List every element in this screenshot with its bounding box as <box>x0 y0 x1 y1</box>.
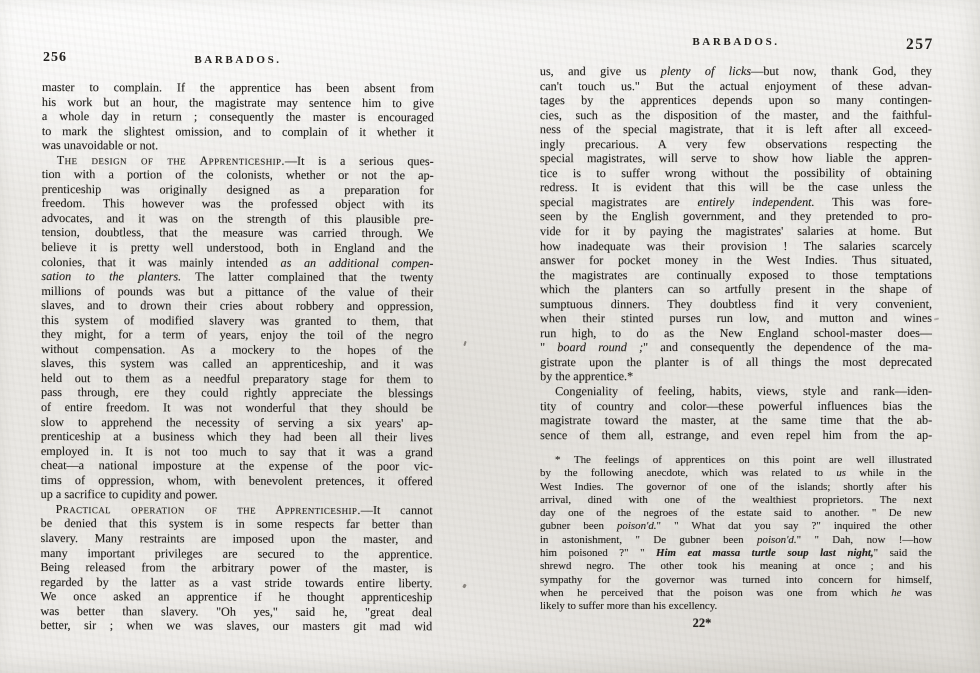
text-line: believe it is pretty well understood, both in England and the <box>41 240 434 256</box>
text-line: be denied that this system is in some respects far better than <box>40 516 433 532</box>
text-line: " board round ;" and consequently the dependence of the ma- <box>540 340 933 355</box>
text-line: master to complain. If the apprentice has been absent from <box>41 80 434 96</box>
text-line: advocates, and it was on the strength of this plausible pre- <box>41 210 434 227</box>
text-line: vide for it by paying the magistrates' salaries at home. But <box>539 223 932 239</box>
text-line: cheat—a national imposture at the expense of the poor vic- <box>40 458 433 474</box>
page-number-right: 257 <box>906 36 934 53</box>
text-line: many important privileges are secured to the apprentice. <box>40 545 433 561</box>
running-head-right: BARBADOS. <box>692 36 780 48</box>
text-line: * The feelings of apprentices on this point are well illustrated <box>555 454 932 466</box>
text-line: tity of country and color—these powerful influences bias the <box>540 398 933 413</box>
scan-artifact <box>463 341 466 346</box>
text-line: without compensation. As a mockery to the hopes of the <box>41 341 434 358</box>
text-line: millions of pounds was but a pittance of the value of their <box>41 283 434 299</box>
text-line: which the planters can so artfully present in the shape of <box>540 282 933 297</box>
text-line: us, and give us plenty of licks—but now, thank God, they <box>539 63 932 79</box>
text-line: better, sir ; when we was slaves, our masters git mad wid <box>40 618 433 634</box>
text-line: Congeniality of feeling, habits, views, style and rank—iden- <box>555 383 933 399</box>
text-line: when he perceived that the poison was one from which he was <box>540 586 932 599</box>
left-column-text <box>40 80 434 634</box>
text-line: tims of oppression, whom, with benevolent pretences, it offered <box>40 472 433 488</box>
text-line: regarded by the latter as a vast stride towards entire liberty. <box>40 574 433 590</box>
text-line: to mark the slightest omission, and to complain of it whether it <box>41 123 434 139</box>
text-line: cies, such as the disposition of the master, and the faithful- <box>539 107 932 122</box>
running-head-left: BARBADOS. <box>194 54 282 66</box>
text-line: slaves, and to drown their cries about robbery and oppression, <box>41 298 434 314</box>
text-line: when their stinted purses run low, and mutton and wines <box>540 311 933 326</box>
text-line: freedom. This however was the professed object with its <box>41 196 434 212</box>
text-line: likely to suffer more than his excellency. <box>540 600 718 613</box>
text-line: sation to the planters. The latter complained that the twenty <box>41 269 434 285</box>
text-line: Being released from the arbitrary power of the master, is <box>40 560 433 576</box>
text-line: shrewd negro. The other took his meaning at once ; and his <box>540 560 932 573</box>
text-line: prenticeship was originally designed as a preparation for <box>41 181 434 198</box>
text-line: by the apprentice.* <box>540 369 634 384</box>
text-line: employed in. It is not too much to say that it was a grand <box>40 443 433 459</box>
text-line: West Indies. The governor of one of the islands; shortly after his <box>540 480 932 493</box>
text-line: up a sacrifice to cupidity and power. <box>40 487 218 502</box>
text-line: sympathy for the governor was turned into concern for himself, <box>540 573 932 586</box>
text-line: held out to them as a needful preparatory stage for them to <box>41 370 434 387</box>
scan-artifact <box>934 318 939 321</box>
text-line: sumptuous dinners. They doubtless find it very convenient, <box>540 296 933 311</box>
text-line: slaves, this system was called an apprenticeship, and it was <box>41 356 434 372</box>
text-line: slow to apprehend the necessity of serving a six years' ap- <box>40 414 433 430</box>
text-line: magistrate toward the master, at the same time that the ab- <box>540 412 933 428</box>
text-line: sence of them all, estrange, and even repel him from the ap- <box>540 427 933 442</box>
text-line: of entire freedom. It was not wonderful that they should be <box>40 400 433 416</box>
text-line: special magistrates, will serve to show how liable the appren- <box>539 151 932 166</box>
text-line: in astonishment, " De gubner been poison'd." " Dah, now !—how <box>540 533 932 546</box>
footnote-text <box>540 454 932 614</box>
text-line: can't touch us." But the actual enjoyment of these advan- <box>539 78 932 93</box>
text-line: tice is to suffer wrong without the possibility of obtaining <box>539 165 932 180</box>
text-line: gistrate upon the planter is of all things the most deprecated <box>540 354 933 370</box>
text-line: by the following anecdote, which was related to us while in the <box>540 467 932 480</box>
text-line: colonies, that it was mainly intended as an additional compen- <box>41 254 434 270</box>
text-line: this system of modified slavery was granted to them, that <box>41 312 434 328</box>
text-line: arrival, dined with one of the wealthiest proprietors. The next <box>540 493 932 506</box>
text-line: his work but an hour, the magistrate may sentence him to give <box>41 94 434 110</box>
text-line: special magistrates are entirely independent. This was fore- <box>539 194 932 210</box>
text-line: Practical operation of the Apprenticeship.—It cannot <box>55 501 433 518</box>
text-line: redress. It is evident that this will be the case unless the <box>539 180 932 195</box>
right-column-text <box>540 64 932 443</box>
text-line: tension, doubtless, that the measure was carried through. We <box>41 225 434 241</box>
text-line: ness of the special magistrate, that it is left after all exceed- <box>539 122 932 137</box>
text-line: seen by the English government, and they pretended to pro- <box>539 209 932 224</box>
text-line: the magistrates are continually exposed to those temptations <box>540 267 933 282</box>
text-line: tion with a portion of the colonists, whether or not the ap- <box>41 167 434 183</box>
text-line: run high, to do as the New England school-master does— <box>540 325 933 341</box>
text-line: pass through, ere they could rightly appreciate the blessings <box>40 385 434 401</box>
text-line: answer for pocket money in the West Indies. Thus situated, <box>540 252 933 268</box>
text-line: was better than slavery. "Oh yes," said he, "great deal <box>40 603 433 619</box>
text-line: a whole day in return ; consequently the master is encouraged <box>41 109 434 125</box>
text-line: tages by the apprentices depends upon so many contingen- <box>539 92 932 108</box>
text-line: gubner been poison'd." " What dat you say ?" inquired the other <box>540 520 932 533</box>
text-line: prenticeship at a business which they had been all their lives <box>40 429 433 445</box>
page-number-left: 256 <box>43 50 67 65</box>
text-line: how inadequate was their provision ! The salaries scarcely <box>539 238 932 253</box>
text-line: ingly precarious. A very few observations respecting the <box>539 136 932 151</box>
text-line: The design of the Apprenticeship.—It is a serious ques- <box>56 152 434 168</box>
text-line: We once asked an apprentice if he thought apprenticeship <box>40 589 433 605</box>
text-line: was unavoidable or not. <box>41 138 159 153</box>
signature-mark: 22* <box>692 616 712 630</box>
text-line: they might, for a term of years, enjoy the toil of the negro <box>41 327 434 343</box>
text-line: him poisoned ?" " Him eat massa turtle soup last night," said the <box>540 547 932 560</box>
text-line: day one of the negroes of the estate said to another. " De new <box>540 507 932 520</box>
scan-artifact <box>462 584 467 589</box>
text-line: slavery. Many restraints are imposed upon the master, and <box>40 530 433 547</box>
